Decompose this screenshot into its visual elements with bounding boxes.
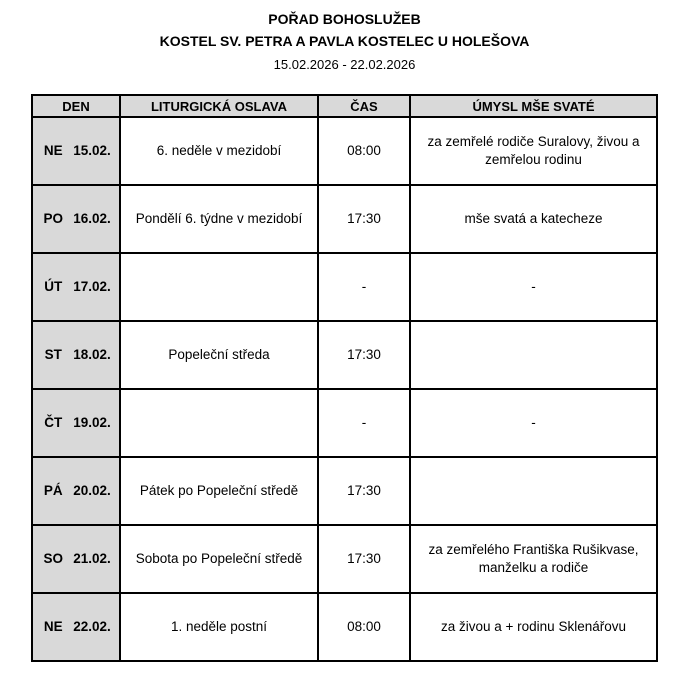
- col-header-den: DEN: [32, 95, 120, 117]
- document-header: [0, 0, 689, 72]
- table-row: [32, 185, 657, 253]
- celebration-cell: [120, 253, 318, 321]
- church-name: KOSTEL SV. PETRA A PAVLA KOSTELEC U HOLEŠOVA: [159, 33, 530, 49]
- table-row: [32, 321, 657, 389]
- day-cell: [32, 321, 120, 389]
- time-cell: -: [318, 253, 410, 321]
- intention-cell: [410, 457, 657, 525]
- day-cell: [32, 457, 120, 525]
- celebration-cell: 6. neděle v mezidobí: [120, 117, 318, 185]
- table-row: [32, 117, 657, 185]
- day-date: 16.02.: [73, 210, 111, 226]
- date-range: 15.02.2026 - 22.02.2026: [273, 57, 416, 72]
- celebration-cell: Pátek po Popeleční středě: [120, 457, 318, 525]
- intention-cell: -: [410, 389, 657, 457]
- intention-cell: -: [410, 253, 657, 321]
- col-header-liturgicka-oslava: LITURGICKÁ OSLAVA: [120, 95, 318, 117]
- celebration-cell: [120, 389, 318, 457]
- intention-cell: za živou a + rodinu Sklenářovu: [410, 593, 657, 661]
- day-abbr: NE: [43, 142, 63, 158]
- intention-cell: [410, 321, 657, 389]
- time-cell: 08:00: [318, 593, 410, 661]
- time-cell: 08:00: [318, 117, 410, 185]
- table-row: [32, 389, 657, 457]
- day-cell: [32, 525, 120, 593]
- celebration-cell: Pondělí 6. týdne v mezidobí: [120, 185, 318, 253]
- day-abbr: PO: [43, 210, 63, 226]
- day-abbr: ST: [44, 346, 62, 362]
- intention-cell: za zemřelé rodiče Suralovy, živou a zemřelou rodinu: [410, 117, 657, 185]
- col-header-umysl: ÚMYSL MŠE SVATÉ: [410, 95, 657, 117]
- day-abbr: SO: [43, 550, 63, 566]
- table-row: [32, 593, 657, 661]
- day-date: 17.02.: [73, 278, 111, 294]
- time-cell: 17:30: [318, 321, 410, 389]
- day-date: 22.02.: [73, 618, 111, 634]
- day-date: 20.02.: [73, 482, 111, 498]
- intention-cell: za zemřelého Františka Rušikvase, manželku a rodiče: [410, 525, 657, 593]
- time-cell: 17:30: [318, 457, 410, 525]
- day-cell: [32, 593, 120, 661]
- day-cell: [32, 389, 120, 457]
- day-date: 15.02.: [73, 142, 111, 158]
- intention-cell: mše svatá a katecheze: [410, 185, 657, 253]
- day-cell: [32, 185, 120, 253]
- document-title: POŘAD BOHOSLUŽEB: [268, 11, 421, 27]
- table-header-row: [32, 95, 657, 117]
- day-cell: [32, 117, 120, 185]
- table-row: [32, 457, 657, 525]
- day-abbr: NE: [43, 618, 63, 634]
- time-cell: -: [318, 389, 410, 457]
- celebration-cell: 1. neděle postní: [120, 593, 318, 661]
- day-abbr: ČT: [44, 414, 63, 430]
- table-row: [32, 525, 657, 593]
- day-abbr: PÁ: [43, 482, 63, 498]
- day-date: 18.02.: [73, 346, 111, 362]
- day-date: 19.02.: [73, 414, 111, 430]
- celebration-cell: Sobota po Popeleční středě: [120, 525, 318, 593]
- day-abbr: ÚT: [44, 278, 63, 294]
- day-cell: [32, 253, 120, 321]
- col-header-cas: ČAS: [318, 95, 410, 117]
- celebration-cell: Popeleční středa: [120, 321, 318, 389]
- time-cell: 17:30: [318, 185, 410, 253]
- time-cell: 17:30: [318, 525, 410, 593]
- schedule-table: [31, 94, 658, 662]
- day-date: 21.02.: [73, 550, 111, 566]
- table-row: [32, 253, 657, 321]
